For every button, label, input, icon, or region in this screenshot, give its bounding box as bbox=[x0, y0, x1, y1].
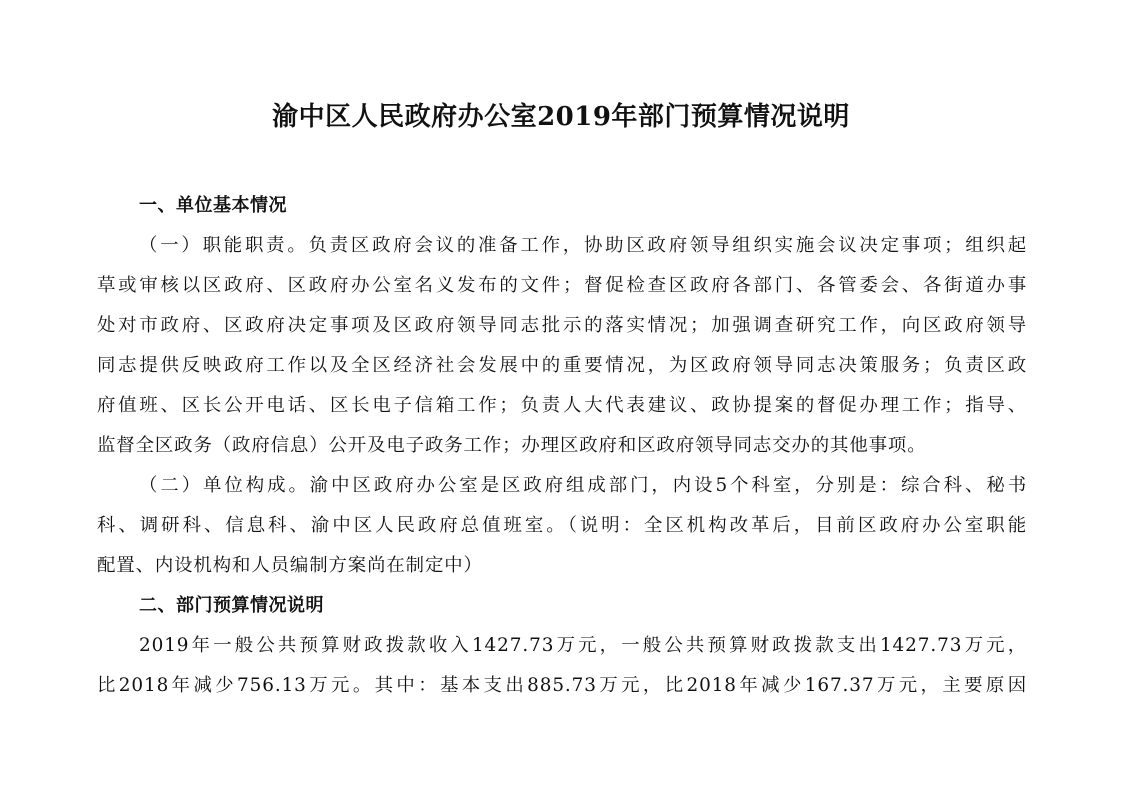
paragraph-composition bbox=[97, 466, 1027, 586]
paragraph-line: 科、调研科、信息科、渝中区人民政府总值班室。（说明：全区机构改革后，目前区政府办公室职能 bbox=[97, 515, 1027, 536]
paragraph-budget bbox=[97, 626, 1027, 706]
document-body bbox=[97, 186, 1027, 706]
section-heading-basic-info: 一、单位基本情况 bbox=[139, 195, 287, 216]
paragraph-line: 监督全区政务（政府信息）公开及电子政务工作；办理区政府和区政府领导同志交办的其他事项。 bbox=[97, 435, 927, 456]
paragraph-line: 草或审核以区政府、区政府办公室名义发布的文件；督促检查区政府各部门、各管委会、各街道办事 bbox=[97, 275, 1027, 296]
paragraph-duties bbox=[97, 226, 1027, 466]
paragraph-line: 配置、内设机构和人员编制方案尚在制定中） bbox=[97, 555, 483, 576]
paragraph-line: （二）单位构成。渝中区政府办公室是区政府组成部门，内设5个科室，分别是：综合科、秘书 bbox=[139, 475, 1027, 496]
paragraph-line: （一）职能职责。负责区政府会议的准备工作，协助区政府领导组织实施会议决定事项；组织起 bbox=[139, 235, 1027, 256]
paragraph-line: 2019年一般公共预算财政拨款收入1427.73万元，一般公共预算财政拨款支出1427.73万元， bbox=[139, 635, 1027, 656]
paragraph-line: 比2018年减少756.13万元。其中：基本支出885.73万元，比2018年减少167.37万元，主要原因 bbox=[97, 675, 1027, 696]
page-title: 渝中区人民政府办公室2019年部门预算情况说明 bbox=[272, 102, 850, 132]
paragraph-line: 处对市政府、区政府决定事项及区政府领导同志批示的落实情况；加强调查研究工作，向区政府领导 bbox=[97, 315, 1027, 336]
paragraph-line: 同志提供反映政府工作以及全区经济社会发展中的重要情况，为区政府领导同志决策服务；负责区政 bbox=[97, 355, 1027, 376]
section-heading-budget: 二、部门预算情况说明 bbox=[139, 595, 324, 616]
paragraph-line: 府值班、区长公开电话、区长电子信箱工作；负责人大代表建议、政协提案的督促办理工作；指导、 bbox=[97, 395, 1027, 416]
